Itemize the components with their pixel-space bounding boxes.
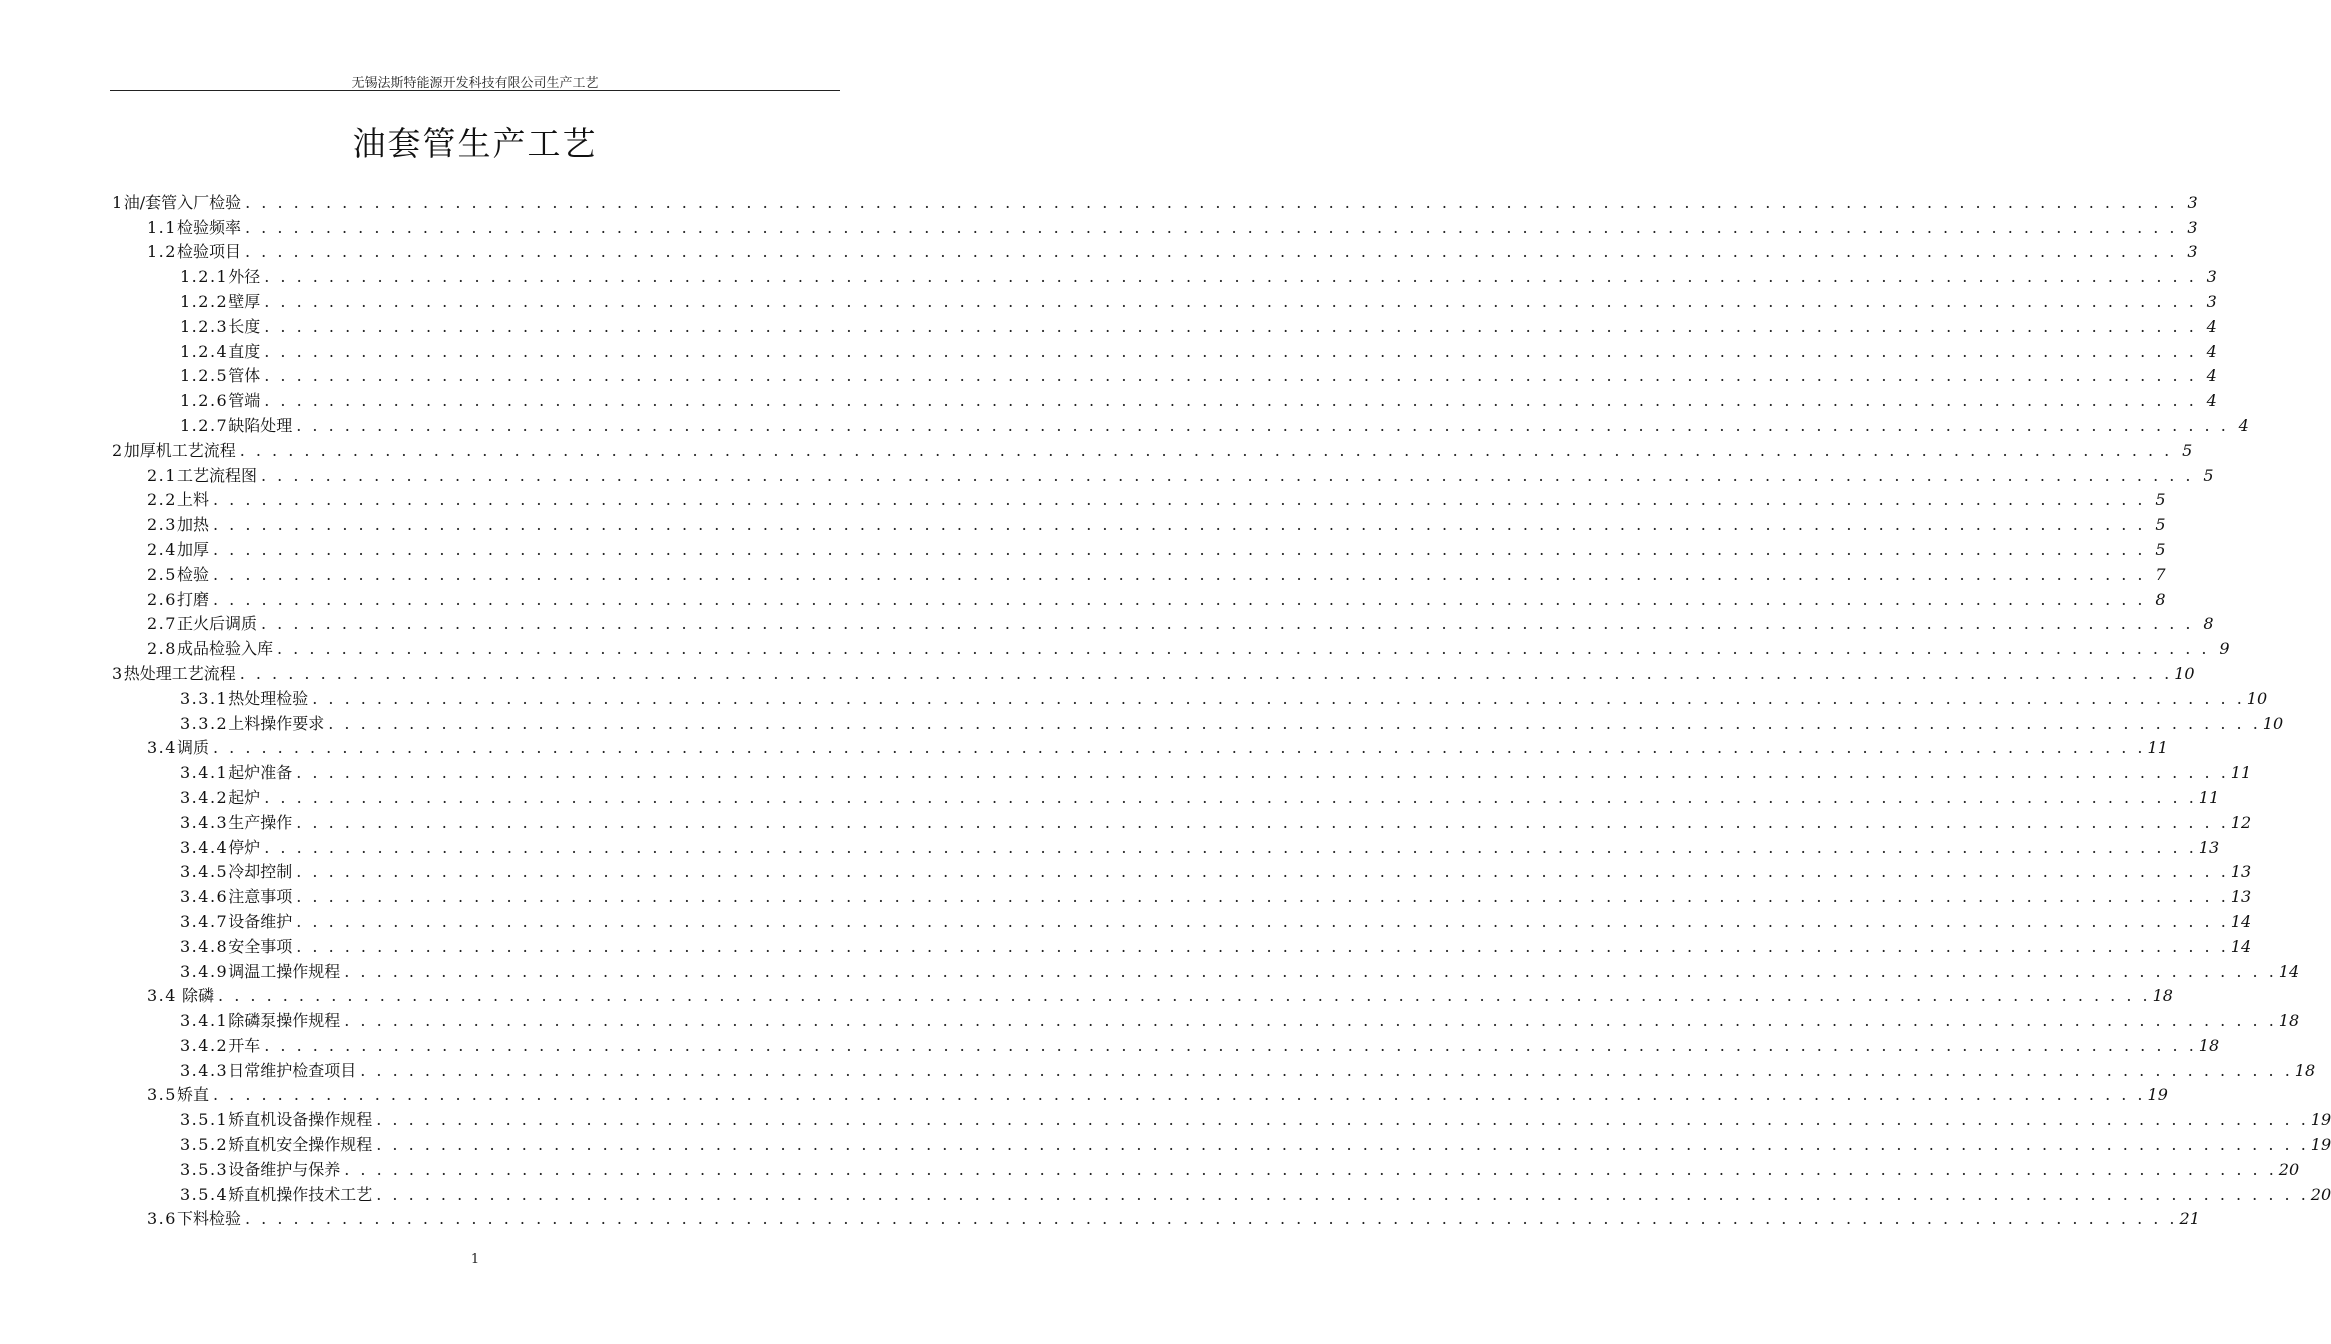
toc-entry-page: 4: [2206, 366, 2217, 386]
toc-entry-label: [180, 1011, 342, 1031]
toc-entry-text: 打磨: [176, 589, 209, 609]
toc-entry-text: 停炉: [228, 837, 261, 857]
toc-entry-text: 下料检验: [176, 1209, 241, 1229]
toc-entry-text: 起炉: [228, 787, 261, 807]
toc-entry-label: [180, 763, 294, 783]
toc-dot-leader: . . . . . . . . . . . . . . . . . . . . . . . . . . . . . . . . . . . . . . . . . . . . . . . . . . . . . . . . . . . . . . . . . . . . . . . . . . . . . . . . . . . . . . . . . . . . . . . . . . . . . . . . . . . . . . . . . . . . . . . .: [239, 440, 2173, 460]
toc-dot-leader: . . . . . . . . . . . . . . . . . . . . . . . . . . . . . . . . . . . . . . . . . . . . . . . . . . . . . . . . . . . . . . . . . . . . . . . . . . . . . . . . . . . . . . . . . . . . . . . . . . . . . . . . . . . . . . . . . . . . . . . .: [264, 1035, 2197, 1055]
toc-entry-page: 11: [2230, 763, 2252, 783]
toc-entry-number: 2.6: [147, 589, 177, 609]
toc-dot-leader: . . . . . . . . . . . . . . . . . . . . . . . . . . . . . . . . . . . . . . . . . . . . . . . . . . . . . . . . . . . . . . . . . . . . . . . . . . . . . . . . . . . . . . . . . . . . . . . . . . . . . . . . . . . . . . . . . . . . . . . .: [244, 242, 2178, 262]
toc-entry-page: 3: [2187, 192, 2198, 212]
toc-entry[interactable]: [0, 709, 2284, 734]
toc-entry-label: [112, 193, 243, 213]
toc-entry-number: 3.5.4: [180, 1184, 229, 1204]
toc-entry-number: 1.2: [147, 242, 177, 262]
toc-dot-leader: . . . . . . . . . . . . . . . . . . . . . . . . . . . . . . . . . . . . . . . . . . . . . . . . . . . . . . . . . . . . . . . . . . . . . . . . . . . . . . . . . . . . . . . . . . . . . . . . . . . . . . . . . . . . . . . . . . . . . . . .: [296, 763, 2229, 783]
toc-entry[interactable]: [0, 1205, 2200, 1230]
toc-entry[interactable]: [0, 684, 2268, 709]
toc-entry-label: [112, 441, 238, 461]
toc-entry-label: [147, 490, 211, 510]
toc-entry-text: 工艺流程图: [176, 465, 257, 485]
toc-dot-leader: . . . . . . . . . . . . . . . . . . . . . . . . . . . . . . . . . . . . . . . . . . . . . . . . . . . . . . . . . . . . . . . . . . . . . . . . . . . . . . . . . . . . . . . . . . . . . . . . . . . . . . . . . . . . . . . . . . . . . . . .: [376, 1110, 2309, 1130]
toc-entry-number: 2.5: [147, 564, 177, 584]
toc-entry-label: [147, 565, 211, 585]
toc-entry[interactable]: [0, 461, 2214, 486]
toc-entry[interactable]: [0, 734, 2168, 759]
toc-dot-leader: . . . . . . . . . . . . . . . . . . . . . . . . . . . . . . . . . . . . . . . . . . . . . . . . . . . . . . . . . . . . . . . . . . . . . . . . . . . . . . . . . . . . . . . . . . . . . . . . . . . . . . . . . . . . . . . . . . . . . . . .: [296, 911, 2229, 931]
toc-entry[interactable]: [0, 833, 2220, 858]
toc-entry-number: 2.8: [147, 639, 177, 659]
toc-entry-label: [180, 689, 310, 709]
toc-entry[interactable]: [0, 362, 2217, 387]
header-rule: [110, 90, 840, 91]
toc-entry-label: [180, 1036, 262, 1056]
toc-entry-page: 20: [2278, 1159, 2300, 1179]
toc-entry-page: 19: [2310, 1110, 2331, 1130]
toc-entry-number: 2.1: [147, 465, 177, 485]
toc-dot-leader: . . . . . . . . . . . . . . . . . . . . . . . . . . . . . . . . . . . . . . . . . . . . . . . . . . . . . . . . . . . . . . . . . . . . . . . . . . . . . . . . . . . . . . . . . . . . . . . . . . . . . . . . . . . . . . . . . . . . . . . .: [212, 564, 2146, 584]
toc-entry-number: 3.4.1: [180, 1011, 229, 1031]
toc-entry-number: 1.1: [147, 217, 177, 237]
toc-entry-page: 14: [2278, 961, 2300, 981]
toc-entry-page: 18: [2152, 986, 2173, 1006]
toc-entry-text: 上料操作要求: [228, 713, 325, 733]
toc-entry-label: [180, 862, 294, 882]
toc-entry-number: 2.2: [147, 490, 177, 510]
toc-dot-leader: . . . . . . . . . . . . . . . . . . . . . . . . . . . . . . . . . . . . . . . . . . . . . . . . . . . . . . . . . . . . . . . . . . . . . . . . . . . . . . . . . . . . . . . . . . . . . . . . . . . . . . . . . . . . . . . . . . . . . . . .: [312, 688, 2245, 708]
toc-entry-page: 4: [2206, 341, 2217, 361]
toc-entry-number: 3.4.4: [180, 837, 229, 857]
toc-entry-page: 14: [2230, 911, 2252, 931]
toc-entry-text: 热处理检验: [228, 688, 309, 708]
toc-entry[interactable]: [0, 1130, 2331, 1155]
toc-dot-leader: . . . . . . . . . . . . . . . . . . . . . . . . . . . . . . . . . . . . . . . . . . . . . . . . . . . . . . . . . . . . . . . . . . . . . . . . . . . . . . . . . . . . . . . . . . . . . . . . . . . . . . . . . . . . . . . . . . . . . . . .: [344, 1159, 2277, 1179]
toc-dot-leader: . . . . . . . . . . . . . . . . . . . . . . . . . . . . . . . . . . . . . . . . . . . . . . . . . . . . . . . . . . . . . . . . . . . . . . . . . . . . . . . . . . . . . . . . . . . . . . . . . . . . . . . . . . . . . . . . . . . . . . . .: [344, 961, 2277, 981]
toc-entry-page: 3: [2187, 242, 2198, 262]
toc-dot-leader: . . . . . . . . . . . . . . . . . . . . . . . . . . . . . . . . . . . . . . . . . . . . . . . . . . . . . . . . . . . . . . . . . . . . . . . . . . . . . . . . . . . . . . . . . . . . . . . . . . . . . . . . . . . . . . . . . . . . . . . .: [260, 465, 2194, 485]
toc-dot-leader: . . . . . . . . . . . . . . . . . . . . . . . . . . . . . . . . . . . . . . . . . . . . . . . . . . . . . . . . . . . . . . . . . . . . . . . . . . . . . . . . . . . . . . . . . . . . . . . . . . . . . . . . . . . . . . . . . . . . . . . .: [245, 192, 2178, 212]
toc-entry-page: 19: [2147, 1085, 2168, 1105]
toc-entry-label: [180, 962, 342, 982]
document-title: 油套管生产工艺: [352, 124, 598, 163]
toc-entry-text: 长度: [228, 316, 261, 336]
toc-dot-leader: . . . . . . . . . . . . . . . . . . . . . . . . . . . . . . . . . . . . . . . . . . . . . . . . . . . . . . . . . . . . . . . . . . . . . . . . . . . . . . . . . . . . . . . . . . . . . . . . . . . . . . . . . . . . . . . . . . . . . . . .: [218, 986, 2151, 1006]
toc-entry-text: 设备维护: [228, 911, 293, 931]
toc-entry-page: 11: [2147, 738, 2168, 758]
toc-entry-page: 4: [2206, 391, 2217, 411]
toc-entry[interactable]: [0, 287, 2217, 312]
toc-entry-text: 安全事项: [228, 936, 293, 956]
toc-entry-text: 检验: [176, 564, 209, 584]
toc-entry[interactable]: [0, 783, 2220, 808]
toc-entry-number: 1.2.6: [180, 391, 229, 411]
toc-entry-label: [180, 1110, 374, 1130]
toc-entry-text: 加厚机工艺流程: [123, 440, 236, 460]
toc-entry-number: 2: [112, 440, 124, 460]
toc-entry-page: 13: [2198, 837, 2220, 857]
toc-entry-label: [180, 1061, 358, 1081]
toc-entry[interactable]: [0, 610, 2214, 635]
toc-entry-label: [180, 1185, 374, 1205]
toc-entry[interactable]: [0, 560, 2166, 585]
toc-entry-number: 3.3.2: [180, 713, 229, 733]
toc-dot-leader: . . . . . . . . . . . . . . . . . . . . . . . . . . . . . . . . . . . . . . . . . . . . . . . . . . . . . . . . . . . . . . . . . . . . . . . . . . . . . . . . . . . . . . . . . . . . . . . . . . . . . . . . . . . . . . . . . . . . . . . .: [296, 862, 2229, 882]
toc-entry-page: 18: [2198, 1035, 2220, 1055]
toc-entry-label: [180, 1160, 342, 1180]
toc-entry[interactable]: [0, 337, 2217, 362]
toc-entry[interactable]: [0, 982, 2173, 1007]
toc-entry-page: 13: [2230, 862, 2252, 882]
toc-dot-leader: . . . . . . . . . . . . . . . . . . . . . . . . . . . . . . . . . . . . . . . . . . . . . . . . . . . . . . . . . . . . . . . . . . . . . . . . . . . . . . . . . . . . . . . . . . . . . . . . . . . . . . . . . . . . . . . . . . . . . . . .: [212, 738, 2146, 758]
toc-dot-leader: . . . . . . . . . . . . . . . . . . . . . . . . . . . . . . . . . . . . . . . . . . . . . . . . . . . . . . . . . . . . . . . . . . . . . . . . . . . . . . . . . . . . . . . . . . . . . . . . . . . . . . . . . . . . . . . . . . . . . . . .: [276, 639, 2210, 659]
toc-entry-label: [180, 342, 262, 362]
toc-dot-leader: . . . . . . . . . . . . . . . . . . . . . . . . . . . . . . . . . . . . . . . . . . . . . . . . . . . . . . . . . . . . . . . . . . . . . . . . . . . . . . . . . . . . . . . . . . . . . . . . . . . . . . . . . . . . . . . . . . . . . . . .: [296, 936, 2229, 956]
toc-entry-number: 1.2.4: [180, 341, 229, 361]
toc-dot-leader: . . . . . . . . . . . . . . . . . . . . . . . . . . . . . . . . . . . . . . . . . . . . . . . . . . . . . . . . . . . . . . . . . . . . . . . . . . . . . . . . . . . . . . . . . . . . . . . . . . . . . . . . . . . . . . . . . . . . . . . .: [328, 713, 2261, 733]
toc-dot-leader: . . . . . . . . . . . . . . . . . . . . . . . . . . . . . . . . . . . . . . . . . . . . . . . . . . . . . . . . . . . . . . . . . . . . . . . . . . . . . . . . . . . . . . . . . . . . . . . . . . . . . . . . . . . . . . . . . . . . . . . .: [296, 887, 2229, 907]
toc-entry-text: 矫直机操作技术工艺: [228, 1184, 373, 1204]
toc-entry-page: 3: [2206, 267, 2217, 287]
toc-dot-leader: . . . . . . . . . . . . . . . . . . . . . . . . . . . . . . . . . . . . . . . . . . . . . . . . . . . . . . . . . . . . . . . . . . . . . . . . . . . . . . . . . . . . . . . . . . . . . . . . . . . . . . . . . . . . . . . . . . . . . . . .: [244, 217, 2178, 237]
toc-entry-label: [147, 540, 211, 560]
toc-entry-label: [180, 912, 294, 932]
toc-entry-page: 4: [2238, 415, 2249, 435]
toc-entry-text: 正火后调质: [176, 614, 257, 634]
toc-entry[interactable]: [0, 312, 2217, 337]
toc-dot-leader: . . . . . . . . . . . . . . . . . . . . . . . . . . . . . . . . . . . . . . . . . . . . . . . . . . . . . . . . . . . . . . . . . . . . . . . . . . . . . . . . . . . . . . . . . . . . . . . . . . . . . . . . . . . . . . . . . . . . . . . .: [264, 267, 2197, 287]
toc-entry-page: 12: [2230, 812, 2252, 832]
toc-entry-label: [147, 1209, 243, 1229]
toc-entry-label: [147, 218, 243, 238]
toc-entry-number: 3.4.3: [180, 812, 229, 832]
toc-entry-number: 2.7: [147, 614, 177, 634]
toc-entry-text: 注意事项: [228, 887, 293, 907]
toc-entry-number: 3.4.6: [180, 887, 229, 907]
toc-dot-leader: . . . . . . . . . . . . . . . . . . . . . . . . . . . . . . . . . . . . . . . . . . . . . . . . . . . . . . . . . . . . . . . . . . . . . . . . . . . . . . . . . . . . . . . . . . . . . . . . . . . . . . . . . . . . . . . . . . . . . . . .: [212, 539, 2146, 559]
toc-entry[interactable]: [0, 1105, 2331, 1130]
toc-entry[interactable]: [0, 858, 2252, 883]
toc-entry-page: 21: [2179, 1209, 2200, 1229]
toc-dot-leader: . . . . . . . . . . . . . . . . . . . . . . . . . . . . . . . . . . . . . . . . . . . . . . . . . . . . . . . . . . . . . . . . . . . . . . . . . . . . . . . . . . . . . . . . . . . . . . . . . . . . . . . . . . . . . . . . . . . . . . . .: [360, 1060, 2293, 1080]
toc-entry[interactable]: [0, 535, 2166, 560]
toc-dot-leader: . . . . . . . . . . . . . . . . . . . . . . . . . . . . . . . . . . . . . . . . . . . . . . . . . . . . . . . . . . . . . . . . . . . . . . . . . . . . . . . . . . . . . . . . . . . . . . . . . . . . . . . . . . . . . . . . . . . . . . . .: [296, 415, 2229, 435]
toc-entry-label: [180, 813, 294, 833]
toc-entry[interactable]: [0, 882, 2252, 907]
toc-entry[interactable]: [0, 758, 2252, 783]
toc-dot-leader: . . . . . . . . . . . . . . . . . . . . . . . . . . . . . . . . . . . . . . . . . . . . . . . . . . . . . . . . . . . . . . . . . . . . . . . . . . . . . . . . . . . . . . . . . . . . . . . . . . . . . . . . . . . . . . . . . . . . . . . .: [212, 1085, 2146, 1105]
toc-entry-number: 3.4.7: [180, 911, 229, 931]
toc-entry-page: 5: [2155, 539, 2166, 559]
toc-entry-page: 19: [2310, 1135, 2331, 1155]
toc-entry-text: 热处理工艺流程: [123, 663, 236, 683]
toc-entry-label: [147, 515, 211, 535]
toc-dot-leader: . . . . . . . . . . . . . . . . . . . . . . . . . . . . . . . . . . . . . . . . . . . . . . . . . . . . . . . . . . . . . . . . . . . . . . . . . . . . . . . . . . . . . . . . . . . . . . . . . . . . . . . . . . . . . . . . . . . . . . . .: [264, 366, 2197, 386]
toc-entry-number: 3.4.1: [180, 763, 229, 783]
toc-entry[interactable]: [0, 957, 2300, 982]
toc-entry-label: [180, 714, 326, 734]
toc-entry-page: 7: [2155, 564, 2166, 584]
toc-entry[interactable]: [0, 188, 2198, 213]
toc-entry-label: [180, 937, 294, 957]
toc-dot-leader: . . . . . . . . . . . . . . . . . . . . . . . . . . . . . . . . . . . . . . . . . . . . . . . . . . . . . . . . . . . . . . . . . . . . . . . . . . . . . . . . . . . . . . . . . . . . . . . . . . . . . . . . . . . . . . . . . . . . . . . .: [296, 812, 2229, 832]
toc-dot-leader: . . . . . . . . . . . . . . . . . . . . . . . . . . . . . . . . . . . . . . . . . . . . . . . . . . . . . . . . . . . . . . . . . . . . . . . . . . . . . . . . . . . . . . . . . . . . . . . . . . . . . . . . . . . . . . . . . . . . . . . .: [264, 787, 2197, 807]
toc-entry-text: 设备维护与保养: [228, 1159, 341, 1179]
toc-entry[interactable]: [0, 386, 2217, 411]
toc-dot-leader: . . . . . . . . . . . . . . . . . . . . . . . . . . . . . . . . . . . . . . . . . . . . . . . . . . . . . . . . . . . . . . . . . . . . . . . . . . . . . . . . . . . . . . . . . . . . . . . . . . . . . . . . . . . . . . . . . . . . . . . .: [244, 1209, 2178, 1229]
toc-entry[interactable]: [0, 262, 2217, 287]
toc-entry-number: 1.2.1: [180, 267, 229, 287]
toc-dot-leader: . . . . . . . . . . . . . . . . . . . . . . . . . . . . . . . . . . . . . . . . . . . . . . . . . . . . . . . . . . . . . . . . . . . . . . . . . . . . . . . . . . . . . . . . . . . . . . . . . . . . . . . . . . . . . . . . . . . . . . . .: [212, 515, 2146, 535]
toc-entry-text: 加厚: [176, 539, 209, 559]
toc-entry-page: 8: [2203, 614, 2214, 634]
toc-entry-label: [180, 267, 262, 287]
toc-entry-text: 除磷: [176, 986, 215, 1006]
toc-entry-text: 起炉准备: [228, 763, 293, 783]
toc-entry-label: [147, 466, 259, 486]
toc-entry-label: [180, 292, 262, 312]
toc-entry-text: 加热: [176, 515, 209, 535]
toc-entry-label: [112, 664, 238, 684]
toc-entry-text: 开车: [228, 1035, 261, 1055]
toc-entry[interactable]: [0, 659, 2195, 684]
toc-entry-page: 3: [2206, 291, 2217, 311]
toc-entry-label: [147, 590, 211, 610]
toc-entry[interactable]: [0, 634, 2230, 659]
toc-entry-text: 检验频率: [176, 217, 241, 237]
toc-entry-page: 14: [2230, 936, 2252, 956]
toc-dot-leader: . . . . . . . . . . . . . . . . . . . . . . . . . . . . . . . . . . . . . . . . . . . . . . . . . . . . . . . . . . . . . . . . . . . . . . . . . . . . . . . . . . . . . . . . . . . . . . . . . . . . . . . . . . . . . . . . . . . . . . . .: [260, 614, 2194, 634]
page-number: 1: [470, 1252, 480, 1267]
toc-entry-number: 3.3.1: [180, 688, 229, 708]
toc-entry-number: 3.4.2: [180, 787, 229, 807]
toc-entry-page: 5: [2155, 515, 2166, 535]
toc-entry-text: 直度: [228, 341, 261, 361]
toc-entry[interactable]: [0, 436, 2193, 461]
toc-entry-page: 3: [2187, 217, 2198, 237]
toc-entry[interactable]: [0, 1056, 2316, 1081]
toc-entry-text: 调质: [176, 738, 209, 758]
toc-entry-text: 壁厚: [228, 291, 261, 311]
toc-entry-label: [180, 366, 262, 386]
toc-entry-text: 调温工操作规程: [228, 961, 341, 981]
toc-dot-leader: . . . . . . . . . . . . . . . . . . . . . . . . . . . . . . . . . . . . . . . . . . . . . . . . . . . . . . . . . . . . . . . . . . . . . . . . . . . . . . . . . . . . . . . . . . . . . . . . . . . . . . . . . . . . . . . . . . . . . . . .: [264, 341, 2197, 361]
toc-dot-leader: . . . . . . . . . . . . . . . . . . . . . . . . . . . . . . . . . . . . . . . . . . . . . . . . . . . . . . . . . . . . . . . . . . . . . . . . . . . . . . . . . . . . . . . . . . . . . . . . . . . . . . . . . . . . . . . . . . . . . . . .: [264, 316, 2197, 336]
toc-entry-label: [180, 788, 262, 808]
toc-entry-number: 2.3: [147, 515, 177, 535]
toc-entry-text: 成品检验入库: [176, 639, 273, 659]
toc-entry[interactable]: [0, 411, 2249, 436]
toc-entry-number: 1.2.2: [180, 291, 229, 311]
table-of-contents: [0, 188, 2331, 1229]
toc-entry[interactable]: [0, 238, 2198, 263]
toc-dot-leader: . . . . . . . . . . . . . . . . . . . . . . . . . . . . . . . . . . . . . . . . . . . . . . . . . . . . . . . . . . . . . . . . . . . . . . . . . . . . . . . . . . . . . . . . . . . . . . . . . . . . . . . . . . . . . . . . . . . . . . . .: [264, 837, 2197, 857]
toc-entry[interactable]: [0, 1081, 2168, 1106]
toc-entry[interactable]: [0, 1155, 2300, 1180]
toc-dot-leader: . . . . . . . . . . . . . . . . . . . . . . . . . . . . . . . . . . . . . . . . . . . . . . . . . . . . . . . . . . . . . . . . . . . . . . . . . . . . . . . . . . . . . . . . . . . . . . . . . . . . . . . . . . . . . . . . . . . . . . . .: [376, 1184, 2309, 1204]
toc-entry-label: [147, 614, 259, 634]
toc-entry-number: 3.5: [147, 1085, 177, 1105]
page-header: 无锡法斯特能源开发科技有限公司生产工艺: [351, 76, 599, 91]
toc-dot-leader: . . . . . . . . . . . . . . . . . . . . . . . . . . . . . . . . . . . . . . . . . . . . . . . . . . . . . . . . . . . . . . . . . . . . . . . . . . . . . . . . . . . . . . . . . . . . . . . . . . . . . . . . . . . . . . . . . . . . . . . .: [239, 663, 2173, 683]
toc-entry-page: 10: [2174, 663, 2195, 683]
toc-entry-text: 矫直机安全操作规程: [228, 1135, 373, 1155]
toc-entry-page: 11: [2198, 787, 2220, 807]
toc-entry-text: 生产操作: [228, 812, 293, 832]
toc-entry[interactable]: [0, 213, 2198, 238]
toc-dot-leader: . . . . . . . . . . . . . . . . . . . . . . . . . . . . . . . . . . . . . . . . . . . . . . . . . . . . . . . . . . . . . . . . . . . . . . . . . . . . . . . . . . . . . . . . . . . . . . . . . . . . . . . . . . . . . . . . . . . . . . . .: [212, 589, 2146, 609]
toc-entry-text: 矫直机设备操作规程: [228, 1110, 373, 1130]
toc-entry-page: 20: [2310, 1184, 2331, 1204]
toc-entry-number: 3.4.9: [180, 961, 229, 981]
toc-dot-leader: . . . . . . . . . . . . . . . . . . . . . . . . . . . . . . . . . . . . . . . . . . . . . . . . . . . . . . . . . . . . . . . . . . . . . . . . . . . . . . . . . . . . . . . . . . . . . . . . . . . . . . . . . . . . . . . . . . . . . . . .: [376, 1135, 2309, 1155]
toc-entry-page: 5: [2182, 440, 2193, 460]
toc-entry[interactable]: [0, 510, 2166, 535]
toc-entry[interactable]: [0, 1031, 2220, 1056]
toc-entry-page: 5: [2203, 465, 2214, 485]
toc-entry-label: [147, 639, 275, 659]
toc-entry[interactable]: [0, 808, 2252, 833]
toc-entry-page: 9: [2219, 639, 2230, 659]
toc-entry-text: 缺陷处理: [228, 415, 293, 435]
toc-entry[interactable]: [0, 1006, 2300, 1031]
toc-entry-number: 3.5.2: [180, 1135, 229, 1155]
toc-entry[interactable]: [0, 486, 2166, 511]
toc-entry-text: 矫直: [176, 1085, 209, 1105]
toc-entry-text: 管体: [228, 366, 261, 386]
toc-entry-page: 8: [2155, 589, 2166, 609]
toc-entry-text: 除磷泵操作规程: [228, 1011, 341, 1031]
toc-entry-page: 13: [2230, 887, 2252, 907]
toc-entry-number: 3: [112, 663, 124, 683]
toc-entry-label: [180, 887, 294, 907]
toc-dot-leader: . . . . . . . . . . . . . . . . . . . . . . . . . . . . . . . . . . . . . . . . . . . . . . . . . . . . . . . . . . . . . . . . . . . . . . . . . . . . . . . . . . . . . . . . . . . . . . . . . . . . . . . . . . . . . . . . . . . . . . . .: [344, 1011, 2277, 1031]
toc-entry-text: 油/套管入厂检验: [123, 192, 242, 212]
toc-entry-label: [147, 242, 243, 262]
toc-entry-number: 1: [112, 192, 124, 212]
toc-entry-number: 1.2.5: [180, 366, 229, 386]
toc-entry-number: 1.2.3: [180, 316, 229, 336]
toc-entry-label: [147, 738, 211, 758]
toc-entry-number: 3.5.1: [180, 1110, 229, 1130]
toc-entry[interactable]: [0, 932, 2252, 957]
toc-entry-number: 3.4.2: [180, 1035, 229, 1055]
toc-entry[interactable]: [0, 585, 2166, 610]
toc-entry-number: 3.4.5: [180, 862, 229, 882]
toc-entry-text: 上料: [176, 490, 209, 510]
toc-entry-number: 3.4: [147, 986, 177, 1006]
toc-entry-page: 4: [2206, 316, 2217, 336]
toc-entry-label: [147, 986, 216, 1006]
toc-entry-page: 10: [2262, 713, 2284, 733]
toc-entry-number: 3.4.3: [180, 1060, 229, 1080]
toc-entry-text: 管端: [228, 391, 261, 411]
toc-entry[interactable]: [0, 907, 2252, 932]
toc-entry-text: 日常维护检查项目: [228, 1060, 357, 1080]
toc-entry-text: 外径: [228, 267, 261, 287]
toc-entry-number: 3.4: [147, 738, 177, 758]
toc-entry-number: 3.5.3: [180, 1159, 229, 1179]
toc-dot-leader: . . . . . . . . . . . . . . . . . . . . . . . . . . . . . . . . . . . . . . . . . . . . . . . . . . . . . . . . . . . . . . . . . . . . . . . . . . . . . . . . . . . . . . . . . . . . . . . . . . . . . . . . . . . . . . . . . . . . . . . .: [264, 291, 2197, 311]
toc-entry-label: [180, 317, 262, 337]
toc-dot-leader: . . . . . . . . . . . . . . . . . . . . . . . . . . . . . . . . . . . . . . . . . . . . . . . . . . . . . . . . . . . . . . . . . . . . . . . . . . . . . . . . . . . . . . . . . . . . . . . . . . . . . . . . . . . . . . . . . . . . . . . .: [212, 490, 2146, 510]
toc-entry-page: 10: [2246, 688, 2268, 708]
toc-entry-label: [180, 391, 262, 411]
toc-entry-page: 18: [2278, 1011, 2300, 1031]
toc-entry-label: [147, 1085, 211, 1105]
toc-entry-number: 2.4: [147, 539, 177, 559]
toc-entry-text: 冷却控制: [228, 862, 293, 882]
toc-entry-page: 5: [2155, 490, 2166, 510]
toc-entry-label: [180, 838, 262, 858]
toc-entry-number: 3.4.8: [180, 936, 229, 956]
toc-entry-text: 检验项目: [176, 242, 241, 262]
toc-entry-label: [180, 416, 294, 436]
toc-entry-number: 3.6: [147, 1209, 177, 1229]
toc-dot-leader: . . . . . . . . . . . . . . . . . . . . . . . . . . . . . . . . . . . . . . . . . . . . . . . . . . . . . . . . . . . . . . . . . . . . . . . . . . . . . . . . . . . . . . . . . . . . . . . . . . . . . . . . . . . . . . . . . . . . . . . .: [264, 391, 2197, 411]
toc-entry-label: [180, 1135, 374, 1155]
toc-entry-number: 1.2.7: [180, 415, 229, 435]
toc-entry-page: 18: [2294, 1060, 2316, 1080]
toc-entry[interactable]: [0, 1180, 2331, 1205]
